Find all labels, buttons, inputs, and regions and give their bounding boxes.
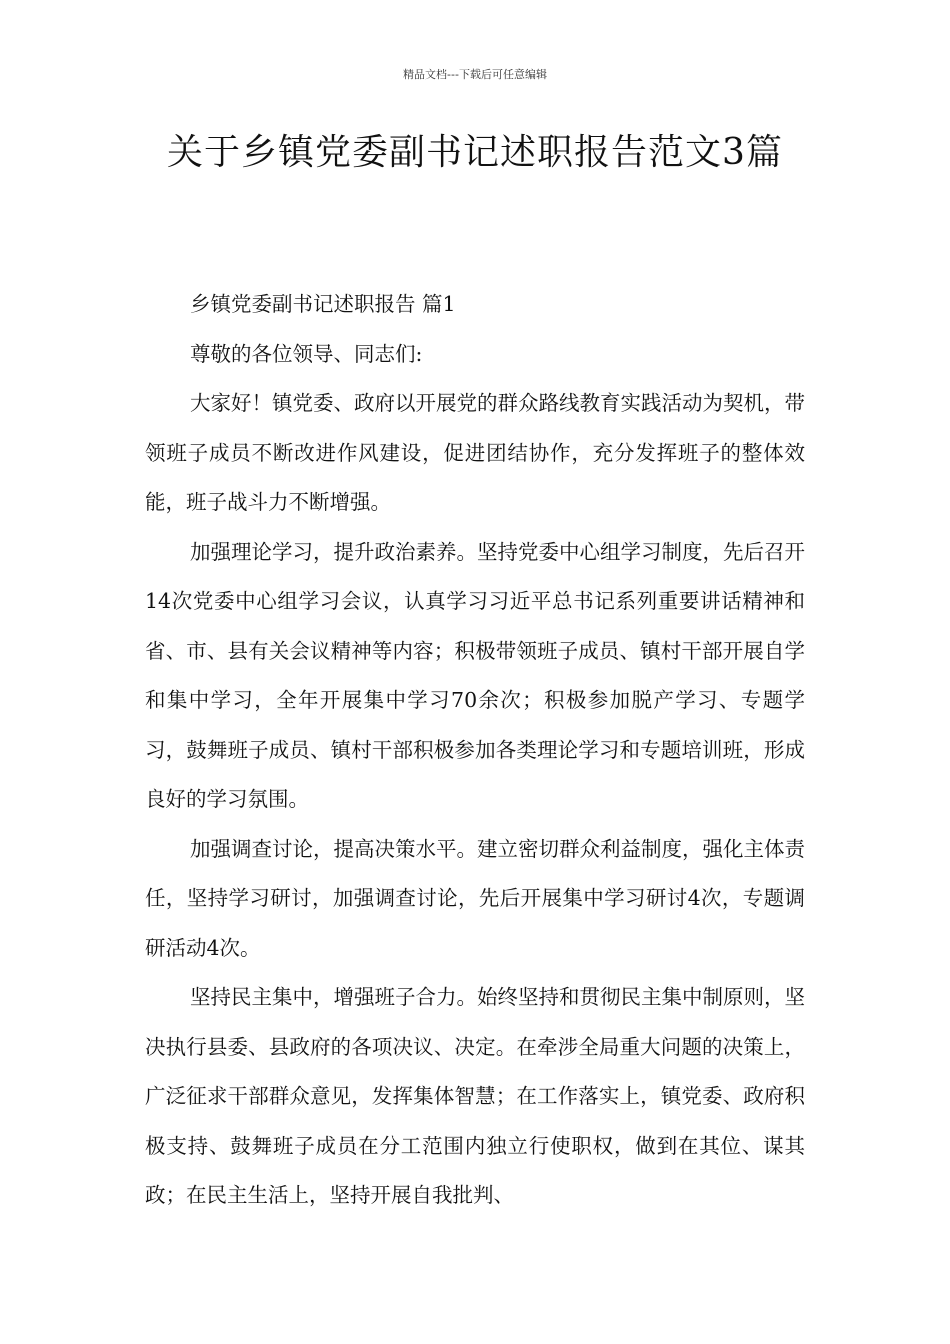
paragraph: 加强理论学习，提升政治素养。坚持党委中心组学习制度，先后召开14次党委中心组学习会议，认真学习习近平总书记系列重要讲话精神和省、市、县有关会议精神等内容；积极带领班子成员、镇村干部开展自学和集中学习，全年开展集中学习70余次；积极参加脱产学习、专题学习，鼓舞班子成员、镇村干部积极参加各类理论学习和专题培训班，形成良好的学习氛围。 (145, 539, 805, 811)
paragraph: 坚持民主集中，增强班子合力。始终坚持和贯彻民主集中制原则，坚决执行县委、县政府的各项决议、决定。在牵涉全局重大问题的决策上，广泛征求干部群众意见，发挥集体智慧；在工作落实上，镇党委、政府积极支持、鼓舞班子成员在分工范围内独立行使职权，做到在其位、谋其政；在民主生活上，坚持开展自我批判、 (145, 985, 805, 1207)
section-heading: 乡镇党委副书记述职报告 篇1 (190, 292, 456, 316)
document-body (145, 280, 805, 1221)
document-title: 关于乡镇党委副书记述职报告范文3篇 (167, 132, 783, 173)
paragraph: 大家好！镇党委、政府以开展党的群众路线教育实践活动为契机，带领班子成员不断改进作风建设，促进团结协作，充分发挥班子的整体效能，班子战斗力不断增强。 (145, 391, 805, 514)
paragraph: 加强调查讨论，提高决策水平。建立密切群众利益制度，强化主体责任，坚持学习研讨，加强调查讨论，先后开展集中学习研讨4次，专题调研活动4次。 (145, 836, 805, 960)
header-note: 精品文档---下载后可任意编辑 (403, 68, 547, 81)
salutation: 尊敬的各位领导、同志们: (190, 341, 423, 366)
